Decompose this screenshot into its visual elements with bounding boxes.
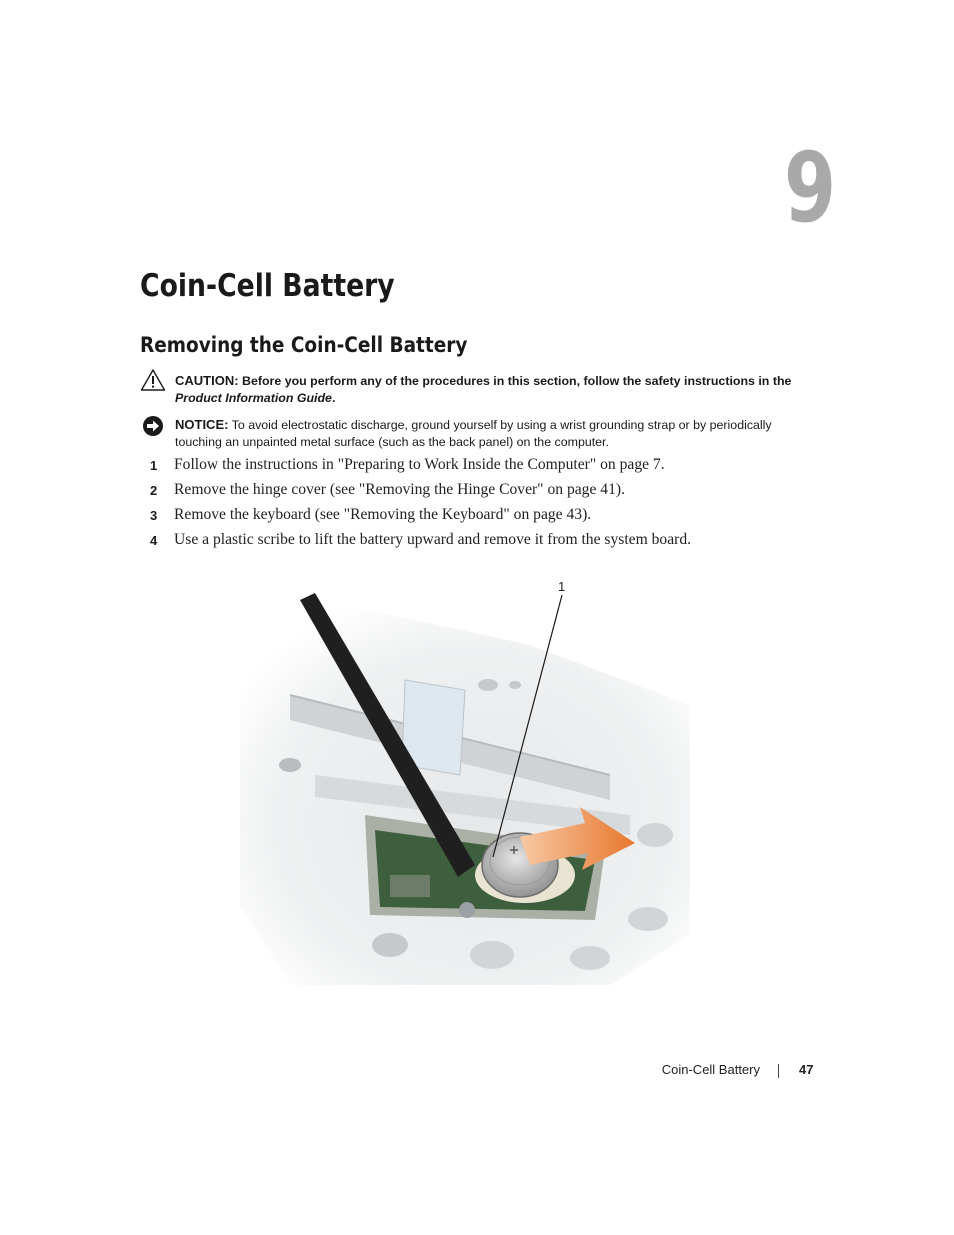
board-screw	[459, 902, 475, 918]
caution-note	[175, 372, 815, 407]
notice-note	[175, 416, 815, 451]
screw-top	[478, 679, 498, 691]
notice-icon	[142, 415, 164, 437]
base-cutout-3	[570, 946, 610, 970]
step-number: 4	[150, 533, 158, 548]
step-number: 2	[150, 483, 158, 498]
step-text: Remove the keyboard (see "Removing the Keyboard" on page 43).	[174, 506, 592, 523]
screw-right	[509, 681, 521, 689]
footer-separator	[778, 1064, 779, 1078]
notice-text: To avoid electrostatic discharge, ground yourself by using a wrist grounding strap or by periodically touching an unpainted metal surface (such as the back panel) on the computer.	[175, 418, 772, 449]
coin-cell-removal-illustration	[230, 575, 700, 995]
footer-chapter-title: Coin-Cell Battery	[661, 1062, 760, 1077]
step-text: Follow the instructions in "Preparing to Work Inside the Computer" on page 7.	[174, 456, 665, 473]
page-number: 47	[799, 1062, 814, 1077]
base-cutout-2	[628, 907, 668, 931]
base-cutout-5	[372, 933, 408, 957]
callout-label: 1	[558, 579, 566, 594]
caution-text: Before you perform any of the procedures in this section, follow the safety instructions in the	[242, 374, 792, 388]
base-cutout-4	[470, 941, 514, 969]
step-number: 1	[150, 458, 158, 473]
section-title: Removing the Coin-Cell Battery	[140, 333, 468, 357]
screw-left	[279, 758, 301, 772]
caution-end: .	[331, 391, 336, 405]
board-connector	[390, 875, 430, 897]
base-panel	[240, 595, 690, 985]
chapter-number: 9	[783, 132, 837, 244]
notice-label: NOTICE:	[175, 417, 229, 432]
caution-icon	[140, 368, 166, 392]
step-text: Remove the hinge cover (see "Removing the Hinge Cover" on page 41).	[174, 481, 625, 498]
product-information-guide-ref: Product Information Guide	[175, 391, 332, 405]
caution-label: CAUTION:	[175, 373, 239, 388]
base-cutout-1	[637, 823, 673, 847]
page-footer	[0, 1062, 954, 1082]
step-text: Use a plastic scribe to lift the battery upward and remove it from the system board.	[174, 531, 692, 548]
step-number: 3	[150, 508, 158, 523]
page-title: Coin-Cell Battery	[140, 268, 395, 304]
